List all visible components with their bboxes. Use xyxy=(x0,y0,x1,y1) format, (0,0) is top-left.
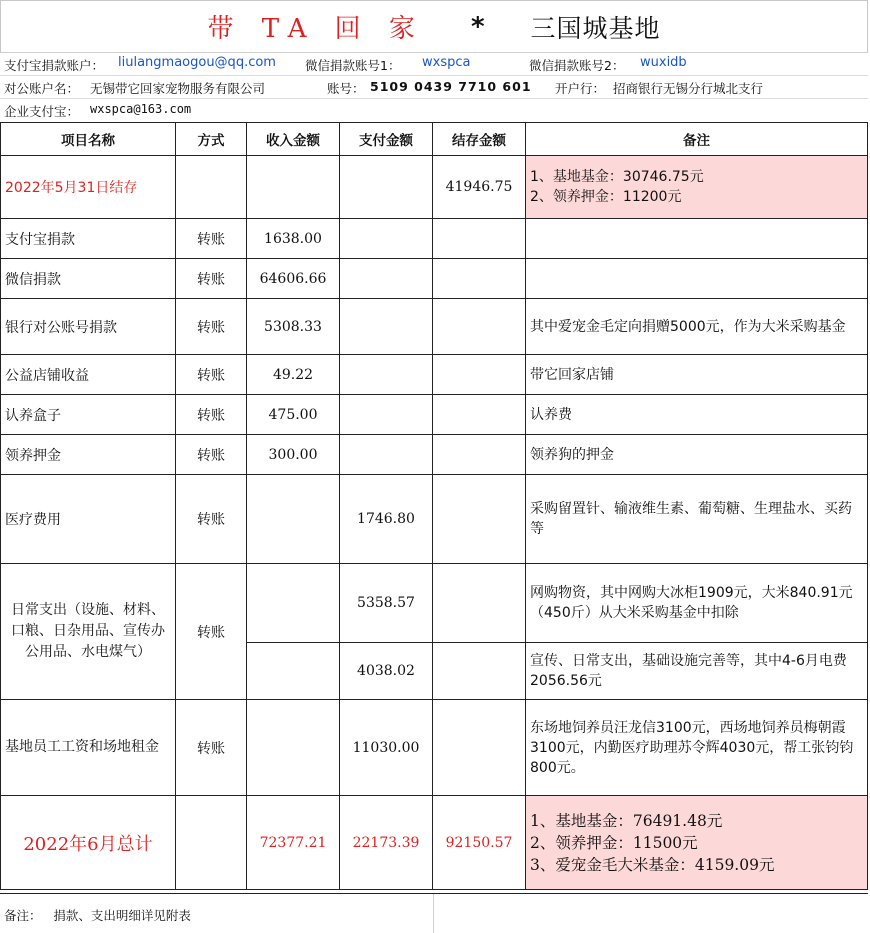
bank-label: 开户行： xyxy=(555,81,606,96)
opening-note-line: 2、领养押金：11200元 xyxy=(530,189,682,205)
total-note xyxy=(526,796,868,890)
row-note: 带它回家店铺 xyxy=(526,355,868,395)
title-org: 带 TA 回 家 xyxy=(207,14,425,44)
corp-alipay: wxspca@163.com xyxy=(90,102,192,116)
total-note-line: 2、领养押金：11500元 xyxy=(530,833,698,852)
header-note: 备注 xyxy=(526,123,868,156)
wechat2-label: 微信捐款账号2： xyxy=(529,58,625,73)
salary-payment: 11030.00 xyxy=(340,700,433,796)
row-note: 领养狗的押金 xyxy=(526,435,868,475)
row-name: 银行对公账号捐款 xyxy=(1,299,176,355)
row-name: 医疗费用 xyxy=(1,475,176,564)
opening-note xyxy=(526,156,868,219)
row-name: 支付宝捐款 xyxy=(1,219,176,259)
total-note-line: 1、基地基金：76491.48元 xyxy=(530,811,723,830)
header-income: 收入金额 xyxy=(247,123,340,156)
title-separator: * xyxy=(470,11,485,42)
alipay-account: liulangmaogou@qq.com xyxy=(118,55,276,70)
table-row-opening xyxy=(1,156,868,219)
total-balance: 92150.57 xyxy=(433,796,526,890)
daily-note-2: 宣传、日常支出，基础设施完善等，其中4-6月电费2056.56元 xyxy=(526,643,868,700)
row-payment xyxy=(340,435,433,475)
total-label: 2022年6月总计 xyxy=(1,796,176,890)
total-note-line: 3、爱宠金毛大米基金：4159.09元 xyxy=(530,855,775,874)
header-payment: 支付金额 xyxy=(340,123,433,156)
corp-name: 无锡带它回家宠物服务有限公司 xyxy=(90,81,266,96)
row-note xyxy=(526,219,868,259)
bank-name: 招商银行无锡分行城北支行 xyxy=(613,81,764,96)
row-name: 微信捐款 xyxy=(1,259,176,299)
daily-note-1: 网购物资，其中网购大冰柜1909元，大米840.91元（450斤）从大米采购基金中扣除 xyxy=(526,564,868,643)
corp-name-label: 对公账户名： xyxy=(4,81,80,96)
row-method: 转账 xyxy=(176,395,247,435)
row-income: 64606.66 xyxy=(247,259,340,299)
account-row-bank xyxy=(0,76,868,99)
opening-balance: 41946.75 xyxy=(433,156,526,219)
salary-note: 东场地饲养员汪龙信3100元，西场地饲养员梅朝霞3100元，内勤医疗助理苏令辉4030元，帮工张钧钧800元。 xyxy=(526,700,868,796)
header-method: 方式 xyxy=(176,123,247,156)
table-row-total xyxy=(1,796,868,890)
row-payment xyxy=(340,299,433,355)
table-row xyxy=(1,475,868,564)
footer-divider xyxy=(433,894,434,933)
row-payment xyxy=(340,355,433,395)
row-payment xyxy=(340,395,433,435)
row-payment: 1746.80 xyxy=(340,475,433,564)
page-title xyxy=(0,0,868,53)
table-row xyxy=(1,395,868,435)
row-income: 475.00 xyxy=(247,395,340,435)
row-method: 转账 xyxy=(176,475,247,564)
row-payment xyxy=(340,219,433,259)
total-payment: 22173.39 xyxy=(340,796,433,890)
row-method: 转账 xyxy=(176,355,247,395)
account-no: 5109 0439 7710 601 xyxy=(370,79,532,94)
daily-name: 日常支出（设施、材料、口粮、日杂用品、宣传办公用品、水电煤气） xyxy=(1,564,176,700)
header-balance: 结存金额 xyxy=(433,123,526,156)
row-income: 1638.00 xyxy=(247,219,340,259)
row-name: 公益店铺收益 xyxy=(1,355,176,395)
row-payment xyxy=(340,259,433,299)
row-note: 采购留置针、输液维生素、葡萄糖、生理盐水、买药等 xyxy=(526,475,868,564)
row-income: 300.00 xyxy=(247,435,340,475)
alipay-label: 支付宝捐款账户： xyxy=(4,58,105,73)
header-item: 项目名称 xyxy=(1,123,176,156)
row-name: 认养盒子 xyxy=(1,395,176,435)
table-row-salary xyxy=(1,700,868,796)
table-row-daily xyxy=(1,564,868,643)
daily-payment-1: 5358.57 xyxy=(340,564,433,643)
row-income: 5308.33 xyxy=(247,299,340,355)
footer-remark: 备注： 捐款、支出明细详见附表 xyxy=(4,908,191,923)
account-row-corp-alipay xyxy=(0,99,868,122)
footer xyxy=(0,893,868,933)
row-method: 转账 xyxy=(176,259,247,299)
finance-table xyxy=(0,122,868,890)
wechat1-account: wxspca xyxy=(422,55,471,70)
wechat1-label: 微信捐款账号1： xyxy=(305,58,401,73)
table-header-row xyxy=(1,123,868,156)
title-base: 三国城基地 xyxy=(530,13,661,43)
salary-method: 转账 xyxy=(176,700,247,796)
table-row xyxy=(1,259,868,299)
account-row-online xyxy=(0,53,868,76)
table-row xyxy=(1,435,868,475)
table-row xyxy=(1,299,868,355)
row-note xyxy=(526,259,868,299)
row-note: 其中爱宠金毛定向捐赠5000元，作为大米采购基金 xyxy=(526,299,868,355)
table-row xyxy=(1,355,868,395)
table-row xyxy=(1,219,868,259)
row-income xyxy=(247,475,340,564)
account-no-label: 账号： xyxy=(327,81,365,96)
opening-note-line: 1、基地基金：30746.75元 xyxy=(530,169,704,185)
salary-name: 基地员工工资和场地租金 xyxy=(1,700,176,796)
wechat2-account: wuxidb xyxy=(640,55,687,70)
daily-method: 转账 xyxy=(176,564,247,700)
corp-alipay-label: 企业支付宝： xyxy=(4,104,80,119)
row-income: 49.22 xyxy=(247,355,340,395)
row-note: 认养费 xyxy=(526,395,868,435)
row-method: 转账 xyxy=(176,435,247,475)
row-name: 领养押金 xyxy=(1,435,176,475)
total-income: 72377.21 xyxy=(247,796,340,890)
daily-payment-2: 4038.02 xyxy=(340,643,433,700)
row-method: 转账 xyxy=(176,299,247,355)
opening-label: 2022年5月31日结存 xyxy=(1,156,176,219)
row-method: 转账 xyxy=(176,219,247,259)
